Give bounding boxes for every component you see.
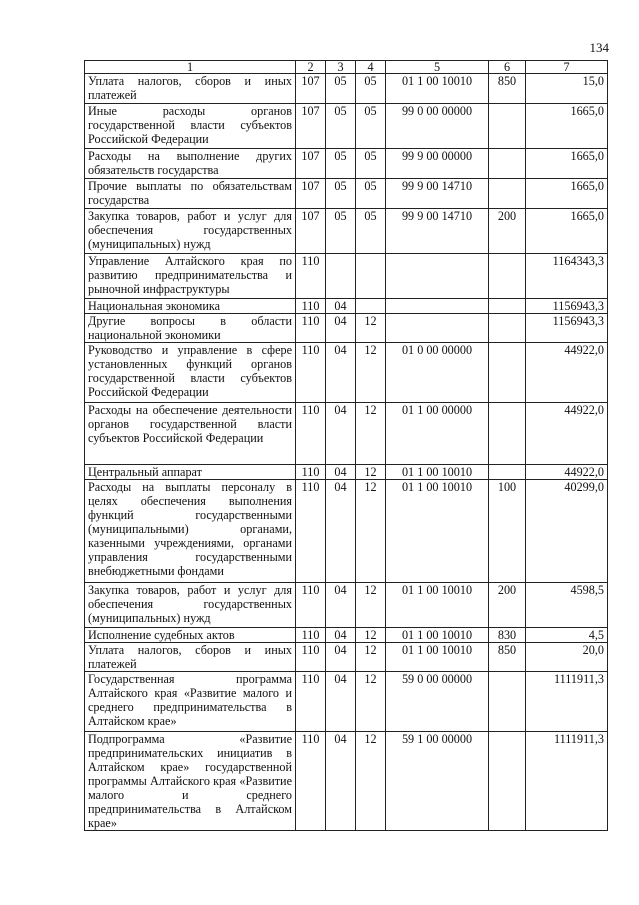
row-code-4 bbox=[356, 104, 386, 149]
header-row bbox=[85, 61, 608, 74]
row-amount bbox=[526, 343, 608, 403]
row-code-5-text: 99 0 00 00000 bbox=[401, 104, 473, 118]
row-code-6 bbox=[489, 583, 526, 628]
row-code-5 bbox=[386, 254, 489, 299]
header-col-3: 3 bbox=[326, 61, 356, 74]
row-code-5-text: 01 0 00 00000 bbox=[401, 343, 473, 357]
row-amount-text: 20,0 bbox=[582, 643, 604, 657]
row-amount bbox=[526, 314, 608, 343]
row-amount-text: 44922,0 bbox=[564, 343, 604, 357]
row-code-5 bbox=[386, 149, 489, 179]
row-code-4-text: 12 bbox=[364, 465, 377, 479]
row-code-3-text: 04 bbox=[334, 643, 347, 657]
row-name bbox=[85, 732, 296, 831]
row-amount bbox=[526, 583, 608, 628]
row-code-5 bbox=[386, 74, 489, 104]
row-code-5 bbox=[386, 480, 489, 583]
row-code-2-text: 110 bbox=[301, 403, 320, 417]
row-name-text: Расходы на выполнение других обязательств государства bbox=[88, 149, 292, 177]
row-code-2-text: 110 bbox=[301, 465, 320, 479]
row-name-text: Уплата налогов, сборов и иных платежей bbox=[88, 74, 292, 102]
row-amount bbox=[526, 732, 608, 831]
table-row bbox=[85, 179, 608, 209]
row-code-3 bbox=[326, 179, 356, 209]
row-code-4 bbox=[356, 732, 386, 831]
row-amount-text: 1156943,3 bbox=[552, 314, 604, 328]
row-code-4 bbox=[356, 583, 386, 628]
row-code-5-text: 59 1 00 00000 bbox=[401, 732, 473, 746]
row-code-4 bbox=[356, 299, 386, 314]
header-col-4: 4 bbox=[356, 61, 386, 74]
row-code-4 bbox=[356, 74, 386, 104]
row-code-2-text: 110 bbox=[301, 299, 320, 313]
row-amount-text: 1665,0 bbox=[570, 209, 604, 223]
row-name-text: Прочие выплаты по обязательствам государства bbox=[88, 179, 292, 207]
row-code-6 bbox=[489, 465, 526, 480]
row-code-2 bbox=[296, 628, 326, 643]
row-code-5-text: 01 1 00 10010 bbox=[401, 583, 473, 597]
row-amount-text: 4,5 bbox=[588, 628, 604, 642]
row-code-3 bbox=[326, 149, 356, 179]
row-code-3-text: 04 bbox=[334, 465, 347, 479]
row-code-3 bbox=[326, 480, 356, 583]
row-code-2 bbox=[296, 403, 326, 465]
row-code-3-text: 05 bbox=[334, 149, 347, 163]
table-row bbox=[85, 643, 608, 672]
row-code-6 bbox=[489, 179, 526, 209]
row-amount bbox=[526, 209, 608, 254]
row-code-6 bbox=[489, 643, 526, 672]
row-code-4 bbox=[356, 254, 386, 299]
row-code-2-text: 107 bbox=[301, 209, 320, 223]
row-code-5-text: 99 9 00 14710 bbox=[401, 179, 473, 193]
row-code-3-text: 04 bbox=[334, 628, 347, 642]
row-amount-text: 4598,5 bbox=[570, 583, 604, 597]
row-name bbox=[85, 74, 296, 104]
row-code-6 bbox=[489, 149, 526, 179]
row-code-4-text: 12 bbox=[364, 583, 377, 597]
row-amount-text: 1665,0 bbox=[570, 104, 604, 118]
header-col-6: 6 bbox=[489, 61, 526, 74]
row-code-4-text: 05 bbox=[364, 149, 377, 163]
row-name bbox=[85, 299, 296, 314]
row-name-text: Государственная программа Алтайского края «Развитие малого и среднего предпринимательства в Алтайском крае» bbox=[88, 672, 292, 728]
row-code-4 bbox=[356, 672, 386, 732]
table-row bbox=[85, 209, 608, 254]
table-row bbox=[85, 314, 608, 343]
row-name-text: Национальная экономика bbox=[88, 299, 221, 313]
row-code-2-text: 110 bbox=[301, 643, 320, 657]
row-code-2 bbox=[296, 74, 326, 104]
row-amount-text: 44922,0 bbox=[564, 403, 604, 417]
row-code-4-text: 05 bbox=[364, 179, 377, 193]
row-name-text: Центральный аппарат bbox=[88, 465, 202, 479]
table-row bbox=[85, 628, 608, 643]
row-name bbox=[85, 480, 296, 583]
row-name bbox=[85, 179, 296, 209]
row-code-5-text: 01 1 00 10010 bbox=[401, 628, 473, 642]
row-code-5-text: 01 1 00 10010 bbox=[401, 643, 473, 657]
row-amount-text: 15,0 bbox=[582, 74, 604, 88]
row-name bbox=[85, 104, 296, 149]
row-code-5-text: 01 1 00 10010 bbox=[401, 465, 473, 479]
row-name-text: Исполнение судебных актов bbox=[88, 628, 235, 642]
row-code-3 bbox=[326, 672, 356, 732]
row-code-2 bbox=[296, 343, 326, 403]
table-row bbox=[85, 74, 608, 104]
table-row bbox=[85, 672, 608, 732]
row-code-2 bbox=[296, 254, 326, 299]
row-code-4-text: 12 bbox=[364, 314, 377, 328]
row-amount bbox=[526, 672, 608, 732]
row-code-3-text: 05 bbox=[334, 209, 347, 223]
row-amount-text: 44922,0 bbox=[564, 465, 604, 479]
table-row bbox=[85, 583, 608, 628]
table-row bbox=[85, 465, 608, 480]
row-code-2 bbox=[296, 732, 326, 831]
table-row bbox=[85, 732, 608, 831]
row-code-6-text: 830 bbox=[497, 628, 517, 642]
row-code-5 bbox=[386, 209, 489, 254]
row-code-2-text: 110 bbox=[301, 672, 320, 686]
row-code-3 bbox=[326, 583, 356, 628]
row-code-4-text: 12 bbox=[364, 628, 377, 642]
row-code-3 bbox=[326, 254, 356, 299]
row-amount-text: 1156943,3 bbox=[552, 299, 604, 313]
row-code-3 bbox=[326, 403, 356, 465]
row-code-4 bbox=[356, 343, 386, 403]
row-name bbox=[85, 314, 296, 343]
row-amount bbox=[526, 254, 608, 299]
row-code-6-text: 200 bbox=[497, 209, 517, 223]
row-code-5 bbox=[386, 628, 489, 643]
row-code-3-text: 04 bbox=[334, 732, 347, 746]
row-code-6 bbox=[489, 299, 526, 314]
row-amount bbox=[526, 299, 608, 314]
row-name-text: Уплата налогов, сборов и иных платежей bbox=[88, 643, 292, 671]
row-name-text: Руководство и управление в сфере установленных функций органов государственной власти субъектов Российской Федерации bbox=[88, 343, 292, 399]
row-name bbox=[85, 628, 296, 643]
row-code-3 bbox=[326, 104, 356, 149]
row-code-5-text: 99 9 00 14710 bbox=[401, 209, 473, 223]
row-code-2 bbox=[296, 465, 326, 480]
row-code-2-text: 110 bbox=[301, 628, 320, 642]
row-code-3-text: 04 bbox=[334, 299, 347, 313]
row-amount-text: 1665,0 bbox=[570, 179, 604, 193]
row-code-2-text: 107 bbox=[301, 179, 320, 193]
row-name-text: Подпрограмма «Развитие предпринимательских инициатив в Алтайском крае» государственной программы Алтайского края «Развитие малого и среднего предпринимательства в Алтайском крае» bbox=[88, 732, 292, 830]
row-name-text: Иные расходы органов государственной власти субъектов Российской Федерации bbox=[88, 104, 292, 146]
row-code-2-text: 110 bbox=[301, 254, 320, 268]
row-code-6 bbox=[489, 343, 526, 403]
row-name bbox=[85, 343, 296, 403]
header-col-1: 1 bbox=[85, 61, 296, 74]
row-code-4 bbox=[356, 465, 386, 480]
row-code-4 bbox=[356, 628, 386, 643]
row-amount bbox=[526, 403, 608, 465]
row-code-5 bbox=[386, 583, 489, 628]
row-code-6 bbox=[489, 209, 526, 254]
row-code-2-text: 110 bbox=[301, 343, 320, 357]
row-amount bbox=[526, 465, 608, 480]
row-code-5-text: 01 1 00 00000 bbox=[401, 403, 473, 417]
row-name-text: Закупка товаров, работ и услуг для обеспечения государственных (муниципальных) нужд bbox=[88, 583, 292, 625]
row-name bbox=[85, 643, 296, 672]
row-code-2 bbox=[296, 672, 326, 732]
row-code-2-text: 110 bbox=[301, 583, 320, 597]
budget-table bbox=[84, 60, 608, 831]
row-code-5 bbox=[386, 104, 489, 149]
row-code-3-text: 05 bbox=[334, 104, 347, 118]
table-row bbox=[85, 299, 608, 314]
row-code-3 bbox=[326, 343, 356, 403]
row-code-5 bbox=[386, 643, 489, 672]
row-code-5 bbox=[386, 179, 489, 209]
row-code-4-text: 12 bbox=[364, 343, 377, 357]
row-code-6 bbox=[489, 74, 526, 104]
row-code-4-text: 12 bbox=[364, 403, 377, 417]
row-code-2-text: 110 bbox=[301, 480, 320, 494]
row-code-4 bbox=[356, 480, 386, 583]
row-code-4-text: 05 bbox=[364, 209, 377, 223]
row-code-2 bbox=[296, 643, 326, 672]
header-col-7: 7 bbox=[526, 61, 608, 74]
table-row bbox=[85, 480, 608, 583]
row-code-5 bbox=[386, 403, 489, 465]
row-code-4 bbox=[356, 209, 386, 254]
row-code-5 bbox=[386, 672, 489, 732]
row-code-6 bbox=[489, 672, 526, 732]
row-code-5 bbox=[386, 465, 489, 480]
row-name bbox=[85, 583, 296, 628]
row-code-3 bbox=[326, 299, 356, 314]
row-code-4-text: 12 bbox=[364, 480, 377, 494]
row-code-5 bbox=[386, 299, 489, 314]
table-row bbox=[85, 403, 608, 465]
row-code-4-text: 12 bbox=[364, 672, 377, 686]
row-amount bbox=[526, 74, 608, 104]
row-amount bbox=[526, 179, 608, 209]
row-code-3-text: 04 bbox=[334, 672, 347, 686]
row-code-2-text: 110 bbox=[301, 732, 320, 746]
row-code-6 bbox=[489, 628, 526, 643]
row-code-2-text: 107 bbox=[301, 149, 320, 163]
row-code-5 bbox=[386, 314, 489, 343]
row-code-4 bbox=[356, 314, 386, 343]
row-code-4-text: 12 bbox=[364, 643, 377, 657]
row-code-2 bbox=[296, 149, 326, 179]
row-code-2 bbox=[296, 480, 326, 583]
row-code-6 bbox=[489, 480, 526, 583]
row-name bbox=[85, 672, 296, 732]
row-code-4-text: 05 bbox=[364, 74, 377, 88]
row-code-3 bbox=[326, 643, 356, 672]
row-code-4-text: 05 bbox=[364, 104, 377, 118]
row-amount-text: 40299,0 bbox=[564, 480, 604, 494]
row-code-4 bbox=[356, 179, 386, 209]
row-code-4-text: 12 bbox=[364, 732, 377, 746]
row-code-6 bbox=[489, 403, 526, 465]
row-code-5 bbox=[386, 732, 489, 831]
row-code-3-text: 05 bbox=[334, 179, 347, 193]
row-code-3-text: 04 bbox=[334, 403, 347, 417]
row-name bbox=[85, 149, 296, 179]
row-name bbox=[85, 209, 296, 254]
row-amount bbox=[526, 104, 608, 149]
row-code-6 bbox=[489, 254, 526, 299]
row-code-4 bbox=[356, 149, 386, 179]
row-code-2 bbox=[296, 314, 326, 343]
row-code-5-text: 01 1 00 10010 bbox=[401, 480, 473, 494]
row-code-6-text: 100 bbox=[497, 480, 517, 494]
row-code-2-text: 110 bbox=[301, 314, 320, 328]
row-code-3-text: 04 bbox=[334, 314, 347, 328]
table-row bbox=[85, 149, 608, 179]
row-code-4 bbox=[356, 643, 386, 672]
row-code-2 bbox=[296, 209, 326, 254]
row-name-text: Расходы на выплаты персоналу в целях обеспечения выполнения функций государственными (муниципальными) органами, казенными учреждениями, органами управления государственными внебюджетными фондами bbox=[88, 480, 292, 578]
row-code-2 bbox=[296, 299, 326, 314]
row-name-text: Управление Алтайского края по развитию предпринимательства и рыночной инфраструктуры bbox=[88, 254, 292, 296]
row-code-5 bbox=[386, 343, 489, 403]
row-amount bbox=[526, 643, 608, 672]
page-number: 134 bbox=[589, 40, 609, 55]
row-code-3 bbox=[326, 314, 356, 343]
row-name-text: Другие вопросы в области национальной экономики bbox=[88, 314, 292, 342]
row-code-3 bbox=[326, 732, 356, 831]
row-code-3 bbox=[326, 465, 356, 480]
row-amount bbox=[526, 149, 608, 179]
row-code-3 bbox=[326, 209, 356, 254]
table-row bbox=[85, 254, 608, 299]
row-code-3-text: 05 bbox=[334, 74, 347, 88]
row-code-4 bbox=[356, 403, 386, 465]
row-code-5-text: 99 9 00 00000 bbox=[401, 149, 473, 163]
row-amount-text: 1111911,3 bbox=[554, 672, 604, 686]
row-code-6 bbox=[489, 314, 526, 343]
table-row bbox=[85, 104, 608, 149]
row-amount-text: 1164343,3 bbox=[552, 254, 604, 268]
row-code-6 bbox=[489, 732, 526, 831]
row-code-6 bbox=[489, 104, 526, 149]
row-name bbox=[85, 254, 296, 299]
row-amount bbox=[526, 480, 608, 583]
row-code-3-text: 04 bbox=[334, 583, 347, 597]
row-code-3 bbox=[326, 74, 356, 104]
row-code-2-text: 107 bbox=[301, 74, 320, 88]
row-code-2 bbox=[296, 583, 326, 628]
row-code-2-text: 107 bbox=[301, 104, 320, 118]
row-name bbox=[85, 403, 296, 465]
row-code-6-text: 850 bbox=[497, 643, 517, 657]
row-code-3 bbox=[326, 628, 356, 643]
row-name bbox=[85, 465, 296, 480]
table-row bbox=[85, 343, 608, 403]
row-amount-text: 1665,0 bbox=[570, 149, 604, 163]
row-code-2 bbox=[296, 179, 326, 209]
row-code-6-text: 200 bbox=[497, 583, 517, 597]
row-code-3-text: 04 bbox=[334, 343, 347, 357]
row-code-5-text: 01 1 00 10010 bbox=[401, 74, 473, 88]
row-code-5-text: 59 0 00 00000 bbox=[401, 672, 473, 686]
header-col-2: 2 bbox=[296, 61, 326, 74]
row-amount-text: 1111911,3 bbox=[554, 732, 604, 746]
row-code-3-text: 04 bbox=[334, 480, 347, 494]
row-code-2 bbox=[296, 104, 326, 149]
row-name-text: Закупка товаров, работ и услуг для обеспечения государственных (муниципальных) нужд bbox=[88, 209, 292, 251]
row-amount bbox=[526, 628, 608, 643]
header-col-5: 5 bbox=[386, 61, 489, 74]
row-code-6-text: 850 bbox=[497, 74, 517, 88]
row-name-text: Расходы на обеспечение деятельности органов государственной власти субъектов Российской Федерации bbox=[88, 403, 292, 445]
